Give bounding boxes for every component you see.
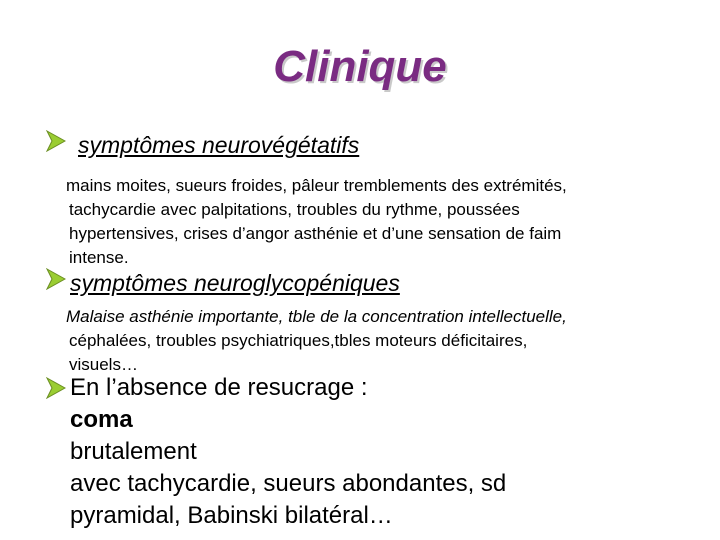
- bullet-coma-text: [70, 372, 670, 532]
- bullet-heading: symptômes neurovégétatifs: [78, 132, 360, 158]
- arrow-bullet-icon: [46, 130, 70, 152]
- detail-line: tachycardie avec palpitations, troubles du rythme, poussées: [69, 200, 520, 219]
- bullet-detail-neurovegetatifs: [66, 174, 666, 270]
- detail-line: Malaise asthénie importante, tble de la concentration intellectuelle,: [66, 307, 567, 326]
- detail-line: hypertensives, crises d’angor asthénie et d’une sensation de faim: [69, 224, 562, 243]
- arrow-bullet-icon: [46, 268, 70, 290]
- arrow-bullet-icon: [46, 372, 70, 399]
- bullet-heading: symptômes neuroglycopéniques: [70, 270, 400, 296]
- coma-text-after: brutalement: [70, 438, 197, 465]
- bullet-neuroglycopeniques: [46, 268, 400, 298]
- bullet-coma: [46, 372, 670, 532]
- detail-line: visuels…: [69, 355, 138, 374]
- bullet-detail-neuroglycopeniques: [66, 305, 666, 377]
- coma-text-before: En l’absence de resucrage :: [70, 374, 368, 401]
- coma-text-line: avec tachycardie, sueurs abondantes, sd: [70, 470, 507, 497]
- bullet-neurovegetatifs: [46, 130, 359, 160]
- detail-line: intense.: [69, 248, 129, 267]
- detail-line: mains moites, sueurs froides, pâleur tremblements des extrémités,: [66, 176, 567, 195]
- coma-text-line: pyramidal, Babinski bilatéral…: [70, 502, 393, 529]
- coma-text-bold: coma: [70, 406, 133, 433]
- slide-title: Clinique: [273, 42, 447, 91]
- detail-line: céphalées, troubles psychiatriques,tbles moteurs déficitaires,: [69, 331, 528, 350]
